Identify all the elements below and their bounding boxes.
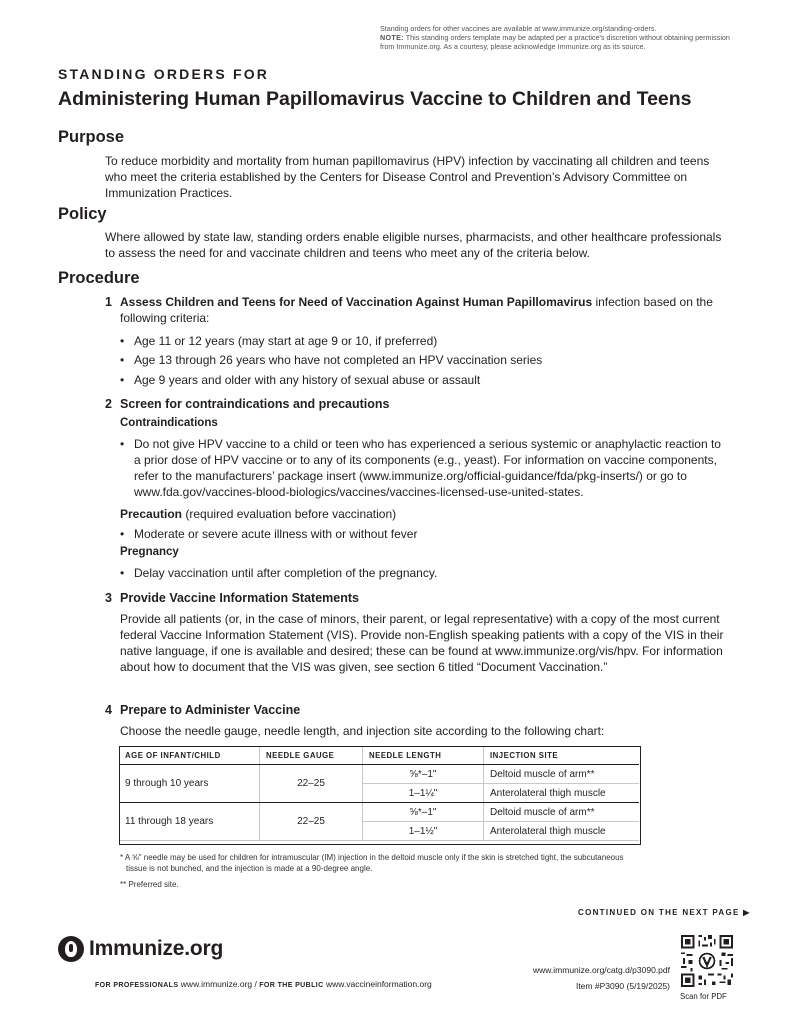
- bullet-icon: •: [120, 373, 125, 387]
- list-item: • Moderate or severe acute illness with or without fever: [120, 527, 418, 541]
- pro-label: FOR PROFESSIONALS: [95, 982, 179, 989]
- cell-site: Anterolateral thigh muscle: [484, 822, 640, 841]
- cell-age: 9 through 10 years: [119, 765, 260, 803]
- bullet-icon: •: [120, 527, 125, 541]
- step-1-title: Assess Children and Teens for Need of Vaccination Against Human Papillomavirus: [120, 295, 593, 309]
- step-1-rest: infection based on the following criteria:: [120, 295, 713, 325]
- table-row: [119, 765, 639, 784]
- footnote-1: * A ⅝" needle may be used for children for intramuscular (IM) injection in the deltoid muscle only if the skin is stretched tight, the subcutaneous tissue is not bunched, and the injection is made at a 90-degree angle.: [120, 853, 624, 873]
- bullet-icon: •: [120, 334, 125, 348]
- top-note: [380, 24, 740, 52]
- immunize-logo: [58, 936, 223, 962]
- pro-url[interactable]: www.immunize.org: [180, 979, 253, 989]
- step-3-number: 3: [105, 591, 112, 605]
- list-item: • Age 11 or 12 years (may start at age 9 or 10, if preferred): [120, 334, 438, 348]
- precaution-line: [120, 506, 396, 522]
- public-label: FOR THE PUBLIC: [259, 982, 324, 989]
- footnote-2: ** Preferred site.: [120, 880, 179, 889]
- scan-for-pdf-label: Scan for PDF: [680, 992, 727, 1001]
- contraindications-label: Contraindications: [120, 417, 218, 429]
- footer-right: [504, 962, 670, 994]
- list-item: • Age 9 years and older with any history of sexual abuse or assault: [120, 373, 481, 387]
- cell-length: ⅝*–1": [363, 765, 484, 784]
- logo-text: Immunize.org: [89, 937, 224, 960]
- needle-chart-table: [119, 746, 639, 841]
- table-header-row: [119, 746, 639, 765]
- cell-site: Deltoid muscle of arm**: [484, 803, 640, 822]
- step-1-number: 1: [105, 295, 112, 309]
- item-number: Item #P3090 (5/19/2025): [575, 981, 670, 991]
- col-length: NEEDLE LENGTH: [363, 746, 484, 765]
- bullet-icon: •: [120, 353, 125, 367]
- top-note-line2: [380, 33, 740, 51]
- logo-icon: [58, 936, 84, 962]
- step-3-title: Provide Vaccine Information Statements: [120, 591, 359, 605]
- col-gauge: NEEDLE GAUGE: [260, 746, 363, 765]
- cell-gauge: 22–25: [260, 803, 363, 841]
- footer-links: [95, 979, 432, 989]
- step-1-text: [120, 294, 720, 326]
- pregnancy-label: Pregnancy: [120, 546, 179, 558]
- list-item: • Delay vaccination until after completion of the pregnancy.: [120, 566, 438, 580]
- qr-code-icon[interactable]: [678, 932, 736, 990]
- footer-separator: /: [254, 979, 257, 989]
- cell-length: ⅝*–1": [363, 803, 484, 822]
- step-2-number: 2: [105, 397, 112, 411]
- cell-gauge: 22–25: [260, 765, 363, 803]
- step-4-number: 4: [105, 703, 112, 717]
- policy-text: Where allowed by state law, standing orders enable eligible nurses, pharmacists, and other healthcare professionals to assess the need for and vaccinate children and teens who meet any of the criteria below.: [105, 230, 722, 260]
- list-item: • Do not give HPV vaccine to a child or teen who has experienced a serious systemic or anaphylactic reaction to a prior dose of HPV vaccine or to any of its components (e.g., yeast). For information on vaccine components, refer to the manufacturers’ package insert (www.immunize.org/official-guidance/fda/pkg-inserts/) or go to www.fda.gov/vaccines-blood-biologics/vaccines/vaccines-licensed-use-united-states.: [120, 437, 721, 499]
- public-url[interactable]: www.vaccineinformation.org: [325, 979, 432, 989]
- policy-heading: Policy: [58, 205, 107, 223]
- doc-kicker: STANDING ORDERS FOR: [58, 66, 270, 82]
- purpose-text: To reduce morbidity and mortality from human papillomavirus (HPV) infection by vaccinating all children and teens who meet the criteria established by the Centers for Disease Control and Prevention’s Advisory Committee on Immunization Practices.: [105, 154, 710, 200]
- col-age: AGE OF INFANT/CHILD: [119, 746, 260, 765]
- step-4-text: Choose the needle gauge, needle length, and injection site according to the following chart:: [120, 724, 605, 738]
- step-3-text: Provide all patients (or, in the case of minors, their parent, or legal representative) with a copy of the most current federal Vaccine Information Statement (VIS). Provide non-English speaking patients with a copy of the VIS in their native language, if one is available and desired; these can be found at www.immunize.org/vis/hpv. For information about how to document that the VIS was given, see section 6 titled “Document Vaccination.”: [120, 612, 724, 674]
- pdf-url[interactable]: www.immunize.org/catg.d/p3090.pdf: [532, 965, 670, 975]
- continued-next-page: CONTINUED ON THE NEXT PAGE ▶: [578, 908, 751, 917]
- col-site: INJECTION SITE: [484, 746, 640, 765]
- table-row: [119, 803, 639, 822]
- bullet-icon: •: [120, 437, 125, 451]
- cell-site: Deltoid muscle of arm**: [484, 765, 640, 784]
- top-note-line1: Standing orders for other vaccines are available at www.immunize.org/standing-orders.: [380, 24, 657, 33]
- page-title: Administering Human Papillomavirus Vaccine to Children and Teens: [58, 88, 692, 110]
- bullet-icon: •: [120, 566, 125, 580]
- step-2-title: Screen for contraindications and precautions: [120, 397, 390, 411]
- cell-length: 1–1¼": [363, 784, 484, 803]
- precaution-note: (required evaluation before vaccination): [182, 507, 397, 521]
- list-item: • Age 13 through 26 years who have not completed an HPV vaccination series: [120, 353, 543, 367]
- note-text: This standing orders template may be adapted per a practice's discretion without obtaining permission from Immunize.org. As a courtesy, please acknowledge Immunize.org as its source.: [380, 33, 730, 52]
- purpose-heading: Purpose: [58, 128, 125, 146]
- cell-site: Anterolateral thigh muscle: [484, 784, 640, 803]
- cell-age: 11 through 18 years: [119, 803, 260, 841]
- note-label: NOTE:: [380, 33, 404, 43]
- procedure-heading: Procedure: [58, 269, 140, 287]
- step-4-title: Prepare to Administer Vaccine: [120, 703, 301, 717]
- precaution-label: Precaution: [120, 507, 183, 521]
- cell-length: 1–1½": [363, 822, 484, 841]
